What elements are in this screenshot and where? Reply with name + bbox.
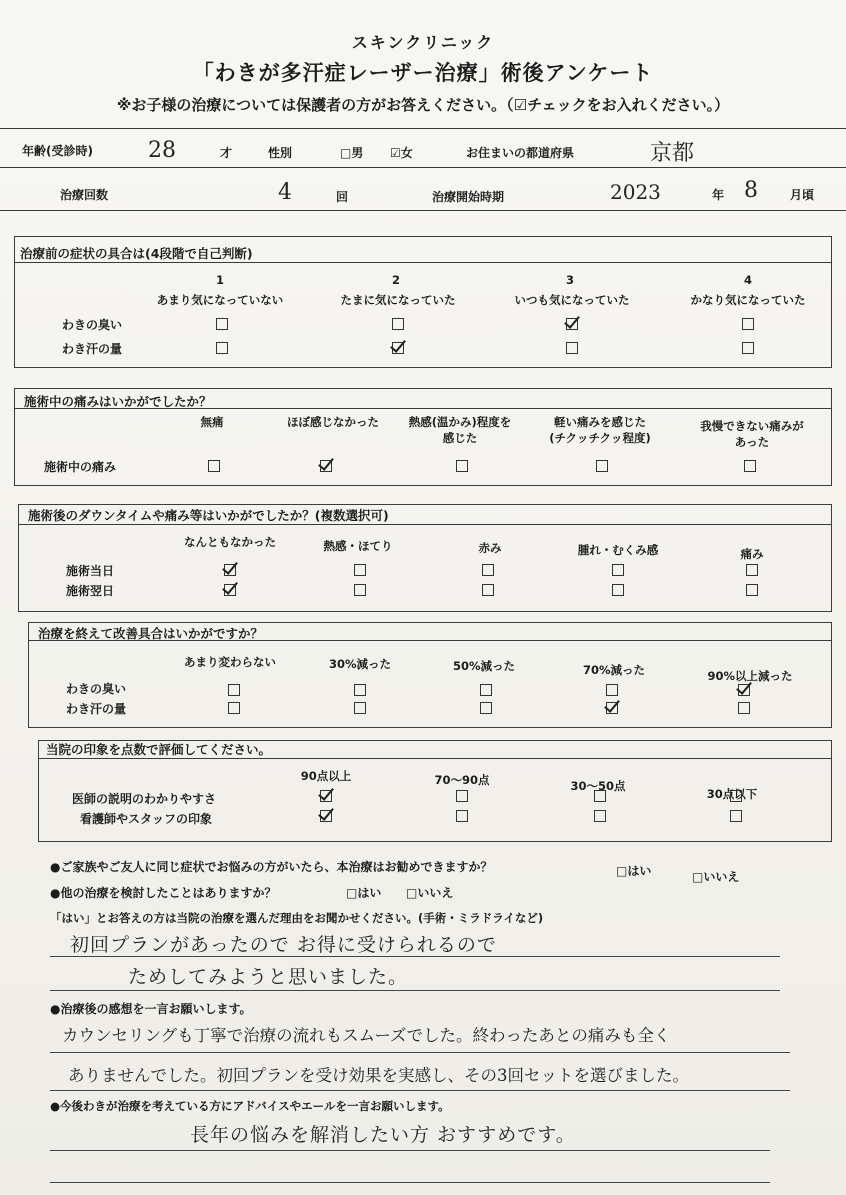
s2-col-4: 軽い痛みを感じた (チクッチクッ程度) (549, 415, 651, 445)
prefecture-value[interactable]: 京都 (650, 141, 695, 166)
s3-checkbox-r1-c5[interactable] (746, 564, 758, 576)
s3-checkbox-r2-c3[interactable] (482, 584, 494, 596)
s4-col-2: 30%減った (328, 657, 392, 671)
s2-checkbox-r1-c1[interactable] (208, 460, 220, 472)
section-5-head-rule (38, 758, 832, 759)
s4-col-3: 50%減った (452, 659, 516, 673)
reason-prompt: 「はい」とお答えの方は当院の治療を選んだ理由をお聞かせください。(手術・ミラドライなど) (50, 911, 544, 925)
s1-num-1: 1 (215, 273, 224, 287)
s4-checkbox-r2-c3[interactable] (480, 702, 492, 714)
info-top-rule (0, 128, 846, 129)
s1-row-odor: わきの臭い (62, 318, 123, 332)
section-5-title: 当院の印象を点数で評価してください。 (46, 742, 272, 757)
other-treatment-question: ●他の治療を検討したことはありますか？ (50, 886, 277, 900)
guardian-note: ※お子様の治療については保護者の方がお答えください。（☑チェックをお入れください。） (116, 96, 730, 114)
gender-female-option[interactable]: ☑女 (390, 146, 413, 160)
s1-num-3: 3 (565, 273, 574, 287)
advice-answer-line-1[interactable]: 長年の悩みを解消したい方 おすすめです。 (190, 1124, 576, 1146)
s5-row-doctor: 医師の説明のわかりやすさ (72, 792, 217, 806)
age-value[interactable]: 28 (148, 138, 176, 163)
s1-checkbox-r1-c3[interactable] (566, 318, 578, 330)
advice-rule-2 (50, 1182, 770, 1183)
age-label: 年齢(受診時) (22, 144, 93, 158)
start-year-unit: 年 (712, 188, 725, 202)
recommend-yes-option[interactable]: □はい (616, 864, 652, 878)
s3-row-day1: 施術翌日 (66, 584, 115, 598)
impression-answer-line-1[interactable]: カウンセリングも丁寧で治療の流れもスムーズでした。終わったあとの痛みも全く (62, 1026, 671, 1045)
clinic-name: スキンクリニック (351, 33, 495, 52)
section-1-title: 治療前の症状の具合は(4段階で自己判断) (20, 246, 253, 261)
s1-checkbox-r2-c1[interactable] (216, 342, 228, 354)
s1-col-4: かなり気になっていた (690, 293, 806, 307)
other-treatment-yes-option[interactable]: □はい (346, 886, 382, 900)
s1-checkbox-r2-c3[interactable] (566, 342, 578, 354)
s4-checkbox-r2-c5[interactable] (738, 702, 750, 714)
section-2-title: 施術中の痛みはいかがでしたか？ (24, 394, 212, 409)
s1-col-2: たまに気になっていた (340, 293, 456, 307)
other-treatment-no-option[interactable]: □いいえ (406, 886, 454, 900)
s4-col-5: 90%以上減った (707, 669, 793, 683)
s3-checkbox-r1-c3[interactable] (482, 564, 494, 576)
section-3-title: 施術後のダウンタイムや痛み等はいかがでしたか？(複数選択可) (28, 508, 389, 523)
s3-checkbox-r1-c4[interactable] (612, 564, 624, 576)
s4-checkbox-r2-c1[interactable] (228, 702, 240, 714)
s5-row-staff: 看護師やスタッフの印象 (80, 812, 213, 826)
s4-checkbox-r2-c2[interactable] (354, 702, 366, 714)
s3-checkbox-r2-c4[interactable] (612, 584, 624, 596)
start-year-value[interactable]: 2023 (610, 180, 661, 204)
s1-row-sweat: わき汗の量 (62, 342, 123, 356)
impression-rule-1 (50, 1052, 790, 1053)
s4-checkbox-r1-c1[interactable] (228, 684, 240, 696)
s2-checkbox-r1-c4[interactable] (596, 460, 608, 472)
s5-checkbox-r1-c2[interactable] (456, 790, 468, 802)
treatment-count-value[interactable]: 4 (278, 180, 292, 205)
s5-col-3: 30〜50点 (570, 779, 626, 793)
s3-checkbox-r1-c2[interactable] (354, 564, 366, 576)
s4-checkbox-r1-c5[interactable] (738, 684, 750, 696)
s5-checkbox-r1-c1[interactable] (320, 790, 332, 802)
s3-col-5: 痛み (740, 547, 764, 561)
s2-col-3: 熱感(温かみ)程度を 感じた (408, 415, 512, 445)
gender-male-option[interactable]: □男 (340, 146, 364, 160)
impression-prompt: ●治療後の感想を一言お願いします。 (50, 1002, 252, 1016)
survey-title: 「わきが多汗症レーザー治療」術後アンケート (192, 61, 654, 85)
s4-col-4: 70%減った (582, 663, 646, 677)
section-3-head-rule (18, 524, 832, 525)
s4-checkbox-r1-c2[interactable] (354, 684, 366, 696)
prefecture-label: お住まいの都道府県 (466, 146, 575, 160)
s5-checkbox-r2-c1[interactable] (320, 810, 332, 822)
s1-checkbox-r2-c2[interactable] (392, 342, 404, 354)
section-4-title: 治療を終えて改善具合はいかがですか？ (38, 626, 264, 641)
info-bottom-rule (0, 210, 846, 211)
s2-checkbox-r1-c5[interactable] (744, 460, 756, 472)
s5-col-1: 90点以上 (300, 769, 352, 783)
s1-num-2: 2 (391, 273, 400, 287)
recommend-no-option[interactable]: □いいえ (692, 870, 740, 884)
impression-answer-line-2[interactable]: ありませんでした。初回プランを受け効果を実感し、その3回セットを選びました。 (68, 1066, 689, 1085)
s3-col-1: なんともなかった (184, 535, 276, 549)
recommend-question: ●ご家族やご友人に同じ症状でお悩みの方がいたら、本治療はお勧めできますか？ (50, 860, 493, 874)
s5-checkbox-r1-c3[interactable] (594, 790, 606, 802)
s5-checkbox-r2-c4[interactable] (730, 810, 742, 822)
start-period-label: 治療開始時期 (432, 190, 505, 204)
s1-num-4: 4 (743, 273, 752, 287)
s3-col-4: 腫れ・むくみ感 (577, 543, 659, 557)
start-month-value[interactable]: 8 (744, 178, 758, 203)
advice-prompt: ●今後わきが治療を考えている方にアドバイスやエールを一言お願いします。 (50, 1099, 450, 1113)
s4-row-sweat: わき汗の量 (66, 702, 127, 716)
reason-answer-line-2[interactable]: ためしてみようと思いました。 (128, 966, 409, 988)
s2-col-1: 無痛 (200, 415, 224, 429)
s3-col-2: 熱感・ほてり (323, 539, 393, 553)
advice-rule-1 (50, 1150, 770, 1151)
s4-checkbox-r2-c4[interactable] (606, 702, 618, 714)
treatment-count-unit: 回 (336, 190, 349, 204)
s4-row-odor: わきの臭い (66, 682, 127, 696)
info-mid-rule (0, 167, 846, 168)
reason-answer-line-1[interactable]: 初回プランがあったので お得に受けられるので (70, 934, 497, 956)
s2-checkbox-r1-c3[interactable] (456, 460, 468, 472)
s5-checkbox-r2-c2[interactable] (456, 810, 468, 822)
treatment-count-label: 治療回数 (60, 188, 109, 202)
s3-checkbox-r2-c5[interactable] (746, 584, 758, 596)
s1-checkbox-r1-c1[interactable] (216, 318, 228, 330)
s2-col-2: ほぼ感じなかった (287, 415, 379, 429)
s3-col-3: 赤み (478, 541, 502, 555)
s5-col-2: 70〜90点 (434, 773, 490, 787)
age-unit: 才 (220, 146, 233, 160)
s1-checkbox-r1-c4[interactable] (742, 318, 754, 330)
section-1-head-rule (14, 262, 832, 263)
s1-col-3: いつも気になっていた (514, 293, 630, 307)
s3-checkbox-r1-c1[interactable] (224, 564, 236, 576)
s2-checkbox-r1-c2[interactable] (320, 460, 332, 472)
s5-checkbox-r1-c4[interactable] (730, 790, 742, 802)
reason-rule-1 (50, 956, 780, 957)
s3-checkbox-r2-c2[interactable] (354, 584, 366, 596)
s1-checkbox-r2-c4[interactable] (742, 342, 754, 354)
s1-col-1: あまり気になっていない (156, 293, 284, 307)
s3-row-day0: 施術当日 (66, 564, 115, 578)
s4-checkbox-r1-c3[interactable] (480, 684, 492, 696)
s2-row-pain: 施術中の痛み (44, 460, 117, 474)
s5-checkbox-r2-c3[interactable] (594, 810, 606, 822)
reason-rule-2 (50, 990, 780, 991)
impression-rule-2 (50, 1090, 790, 1091)
s3-checkbox-r2-c1[interactable] (224, 584, 236, 596)
s2-col-5: 我慢できない痛みが あった (700, 419, 804, 449)
start-month-unit: 月頃 (790, 188, 815, 202)
s1-checkbox-r1-c2[interactable] (392, 318, 404, 330)
s4-col-1: あまり変わらない (184, 655, 276, 669)
gender-label: 性別 (268, 146, 293, 160)
s4-checkbox-r1-c4[interactable] (606, 684, 618, 696)
s5-col-4: 30点以下 (706, 787, 758, 801)
